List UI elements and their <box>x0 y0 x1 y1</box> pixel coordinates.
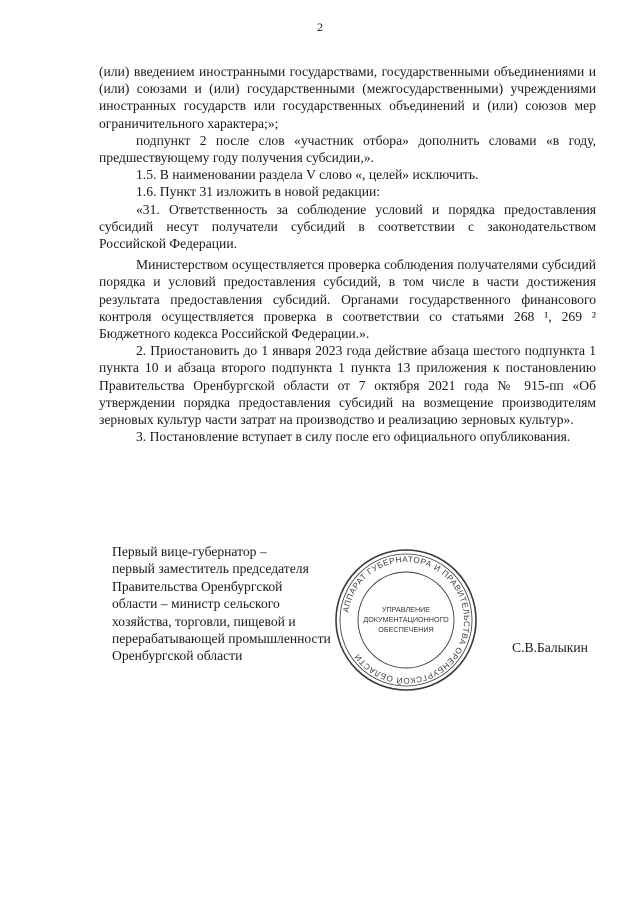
signer-line: хозяйства, торговли, пищевой и <box>112 613 296 629</box>
signer-line: перерабатывающей промышленности <box>112 631 331 647</box>
paragraph: «31. Ответственность за соблюдение условий и порядка предоставления субсидий несут получатели субсидий в соответствии с законодательством Российской Федерации. <box>99 201 596 252</box>
signer-line: Первый вице-губернатор – <box>112 544 267 559</box>
stamp-ring-text: АППАРАТ ГУБЕРНАТОРА И ПРАВИТЕЛЬСТВА ОРЕНБУРГСКОЙ ОБЛАСТИ <box>341 554 472 686</box>
signer-name: С.В.Балыкин <box>512 640 588 655</box>
paragraph: 3. Постановление вступает в силу после его официального опубликования. <box>136 429 571 445</box>
stamp-center-line: ДОКУМЕНТАЦИОННОГО <box>363 615 449 624</box>
paragraph: 2. Приостановить до 1 января 2023 года действие абзаца шестого подпункта 1 пункта 10 и абзаца второго подпункта 1 пункта 13 приложения к постановлению Правительства Оренбургской области от 7 октября 2021 года № 915-пп «Об утверждении порядка предоставления субсидий на возмещение производителям зерновых культур части затрат на производство и реализацию зерновых культур». <box>99 343 596 428</box>
signer-line: Правительства Оренбургской <box>112 578 283 594</box>
paragraph: 1.5. В наименовании раздела V слово «, целей» исключить. <box>136 167 479 183</box>
paragraph: 1.6. Пункт 31 изложить в новой редакции: <box>136 184 381 200</box>
stamp-center-line: УПРАВЛЕНИЕ <box>381 605 431 614</box>
paragraph: Министерством осуществляется проверка соблюдения получателями субсидий порядка и условий предоставления субсидий, в том числе в части достижения результата предоставления субсидий. Органами государственного финансового контроля осуществляется проверка в соответствии со статьями 268 ¹, 269 ² Бюджетного кодекса Российской Федерации.». <box>99 257 596 342</box>
stamp-center-line: ОБЕСПЕЧЕНИЯ <box>378 625 434 634</box>
official-stamp <box>333 547 479 693</box>
paragraph: подпункт 2 после слов «участник отбора» дополнить словами «в году, предшествующему году получения субсидии,». <box>99 132 596 166</box>
document-body <box>99 63 596 445</box>
signer-line: области – министр сельского <box>112 596 280 612</box>
signer-line: первый заместитель председателя <box>112 561 309 577</box>
signer-line: Оренбургской области <box>112 648 243 664</box>
paragraph: (или) введением иностранными государствами, государственными объединениями и (или) союзами и (или) государственными (межгосударственными) учреждениями иностранных государств или государственных объединений и (или) союзов мер ограничительного характера;»; <box>99 64 596 131</box>
page-number: 2 <box>317 20 323 34</box>
